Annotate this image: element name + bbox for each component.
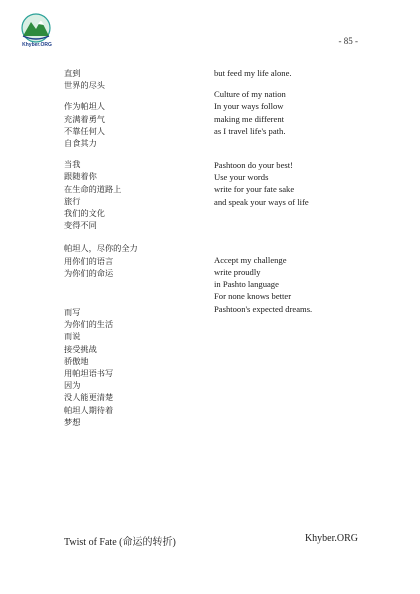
poem-line: 世界的尽头 — [64, 80, 105, 91]
poem-line: 为你们的生活 — [64, 319, 114, 330]
stanza — [64, 67, 204, 91]
poem-line: 为你们的命运 — [64, 267, 114, 278]
poem-line: 骄傲地 — [64, 355, 89, 366]
chinese-poem-column — [64, 67, 204, 428]
poem-line: 帕坦人期待着 — [64, 404, 114, 415]
poem-line: 而写 — [64, 307, 81, 318]
poem-line: 当我 — [64, 159, 81, 170]
poem-line: in Pashto language — [214, 279, 279, 290]
page-number: - 85 - — [338, 36, 358, 46]
poem-line: 作为帕坦人 — [64, 101, 105, 112]
poem-line: 梦想 — [64, 416, 81, 427]
poem-line: 直到 — [64, 68, 81, 78]
poem-line: Pashtoon do your best! — [214, 160, 294, 171]
stanza — [214, 88, 364, 137]
poem-line: write for your fate sake — [214, 184, 295, 195]
stanza — [64, 100, 204, 149]
stanza — [64, 158, 204, 231]
poem-line: 用你们的语言 — [64, 255, 114, 266]
poem-line: For none knows better — [214, 291, 292, 302]
footer-site: Khyber.ORG — [304, 533, 358, 544]
footer-title: Twist of Fate (命运的转折) — [64, 537, 176, 548]
poem-line: 帕坦人，尽你的全力 — [64, 243, 138, 254]
poem-line: but feed my life alone. — [214, 68, 292, 78]
poem-line: 接受挑战 — [64, 343, 97, 354]
poem-line: 在生命的道路上 — [64, 183, 122, 194]
logo-text: Khyber.ORG — [22, 42, 52, 48]
poem-line: 不靠任何人 — [64, 125, 105, 136]
poem-line: 我们的文化 — [64, 208, 105, 219]
poem-line: 用帕坦语书写 — [64, 368, 114, 379]
stanza — [214, 67, 364, 79]
poem-line: 充满着勇气 — [64, 113, 105, 124]
poem-line: 没人能更清楚 — [64, 392, 114, 403]
poem-line: Culture of my nation — [214, 89, 286, 100]
poem-line: Use your words — [214, 172, 269, 183]
poem-line: 跟随着你 — [64, 171, 97, 182]
stanza — [214, 254, 364, 315]
poem-line: Pashtoon's expected dreams. — [214, 303, 313, 314]
english-poem-column — [214, 67, 364, 315]
poem-line: 因为 — [64, 380, 81, 391]
poem-line: In your ways follow — [214, 101, 284, 112]
stanza — [64, 242, 204, 279]
poem-line: write proudly — [214, 267, 261, 278]
poem-line: Accept my challenge — [214, 254, 287, 265]
poem-line: making me different — [214, 113, 285, 124]
poem-line: and speak your ways of life — [214, 196, 309, 207]
stanza — [64, 306, 204, 428]
poem-line: 旅行 — [64, 195, 81, 206]
poem-line: 而说 — [64, 331, 81, 342]
poem-line: 变得不同 — [64, 220, 97, 231]
stanza — [214, 159, 364, 208]
poem-line: 自食其力 — [64, 138, 97, 149]
poem-line: as I travel life's path. — [214, 125, 286, 136]
